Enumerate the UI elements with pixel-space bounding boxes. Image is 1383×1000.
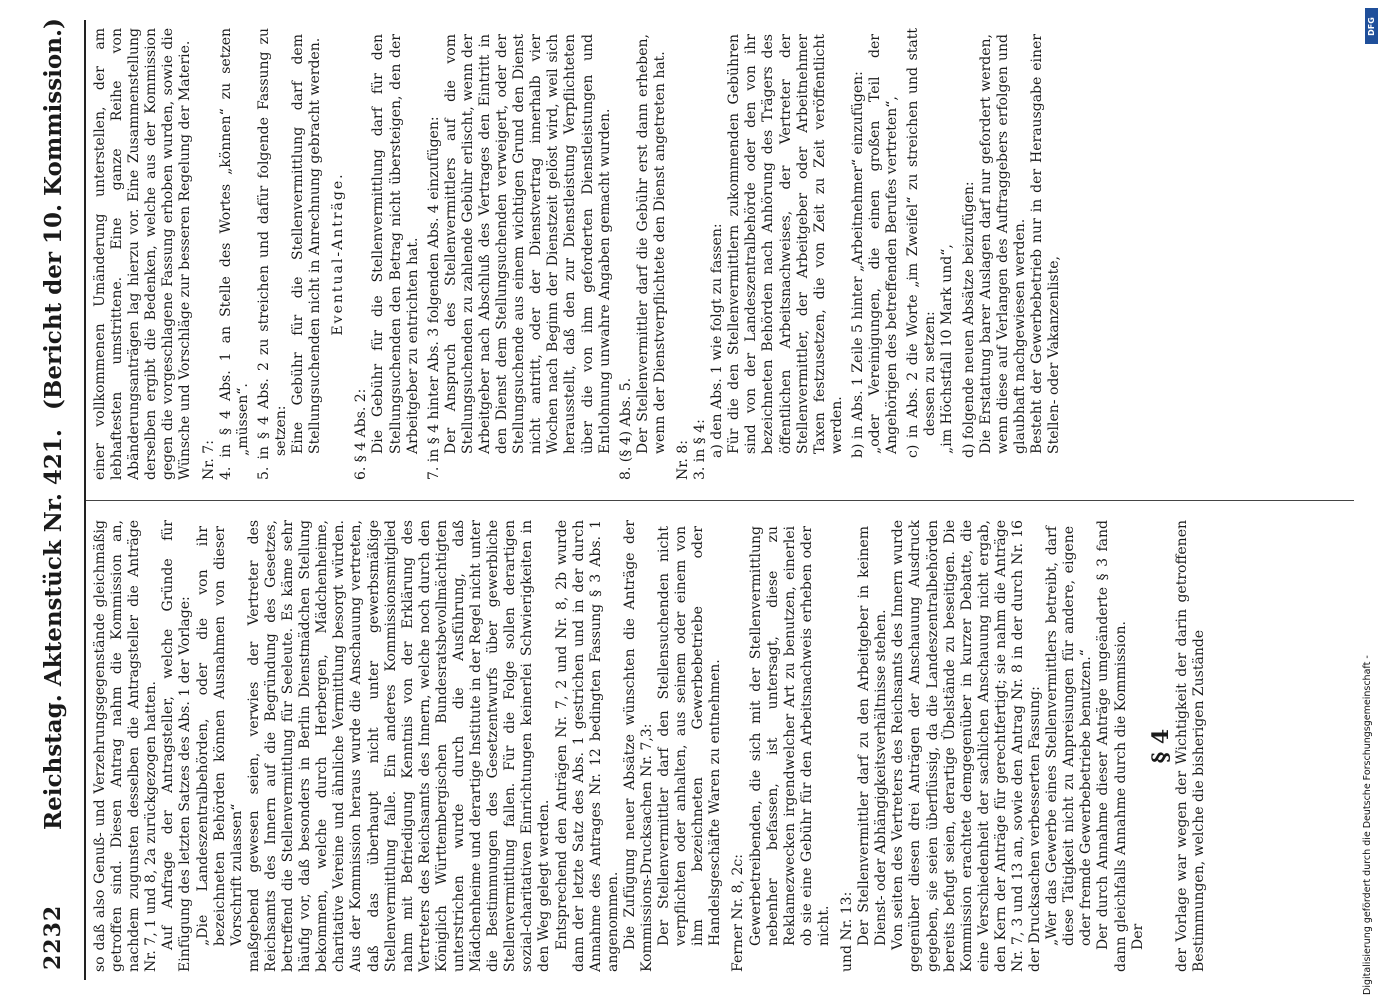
right-column-paragraph: 4. in § 4 Abs. 1 an Stelle des Wortes „können“ zu setzen „müssen“. xyxy=(217,28,251,480)
right-column-paragraph: 7. in § 4 hinter Abs. 3 folgenden Abs. 4 einzufügen: xyxy=(425,116,442,480)
left-column-paragraph: Ferner Nr. 8, 2c: xyxy=(730,854,747,972)
right-column-paragraph: Die Erstattung barer Auslagen darf nur gefordert werden, wenn diese auf Verlangen des Auftraggebers erfolgen und glaubhaft nachgewiesen werden. xyxy=(977,34,1028,454)
right-column-paragraph: Die Gebühr für die Stellenvermittlung darf für den Stellungsuchenden den Betrag nicht übersteigen, den der Arbeitgeber zu entrichten hat. xyxy=(370,34,421,454)
right-column-paragraph: „oder Vereinigungen, die einen großen Teil der Angehörigen des betreffenden Berufes vertreten“, xyxy=(867,34,901,454)
digitization-stamp xyxy=(1360,0,1383,1000)
right-column-paragraph: Für die den Stellenvermittlern zukommenden Gebühren sind von der Landeszentralbehörde oder den von ihr bezeichneten Behörden nach Anhörung des Trägers des öffentlichen Arbeitsnachweises, der Vertreter der Stellenvermittler, der Arbeitgeber oder Arbeitnehmer Taxen festzusetzen, die von Zeit zu Zeit veröffentlicht werden. xyxy=(726,34,845,454)
right-column-paragraph: Nr. 7: xyxy=(200,440,217,480)
left-column-paragraph: Auf Anfrage der Antragsteller, welche Gründe für Einfügung des letzten Satzes des Abs. 1 der Vorlage: xyxy=(160,520,194,972)
left-column-paragraph: Der xyxy=(1129,923,1146,950)
page-header xyxy=(30,20,86,980)
left-column-paragraph: Der durch Annahme dieser Anträge umgeänderte § 3 fand dann gleichfalls Annahme durch die Kommission. xyxy=(1095,520,1129,972)
left-column-paragraph: so daß also Genuß- und Verzehrungsgegenstände gleichmäßig getroffen sind. Diesen Antrag nahm die Kommission an, nachdem zugunsten desselben die Antragsteller die Anträge Nr. 7, 1 und 8, 2a zurückgezogen hatten. xyxy=(92,520,160,972)
left-column-paragraph: Der Stellenvermittler darf den Stellensuchenden nicht verpflichten oder anhalten, aus seinem oder einem von ihm bezeichneten Gewerbebetriebe oder Handelsgeschäfte Waren zu entnehmen. xyxy=(656,526,724,946)
right-column-paragraph: Nr. 8: xyxy=(675,440,691,480)
right-column-paragraph: Der Stellenvermittler darf die Gebühr erst dann erheben, wenn der Dienstverpflichtete den Dienst angetreten hat. xyxy=(634,34,668,454)
running-title-left: Reichstag. Aktenstück Nr. 421. xyxy=(40,429,67,830)
right-column-paragraph: 6. § 4 Abs. 2: xyxy=(353,388,370,480)
left-column-paragraph: „Die Landeszentralbehörden, oder die von ihr bezeichneten Behörden können Ausnahmen von dieser Vorschrift zulassen“ xyxy=(194,526,245,946)
left-column-paragraph: „Wer das Gewerbe eines Stellenvermittlers betreibt, darf diese Tätigkeit nicht zu Anpreisungen für andere, eigene oder fremde Gewerbebetriebe benutzen.“ xyxy=(1044,526,1095,946)
left-column-paragraph: Von seiten des Vertreters des Reichsamts des Innern wurde gegenüber diesen drei Anträgen der Anschauung Ausdruck gegeben, sie seien überflüssig, da die Landeszentralbehörden bereits befugt seien, derartige Übelstände zu beseitigen. Die Kommission erachtete demgegenüber in kurzer Debatte, die eine Verschiedenheit der sachlichen Anschauung nicht ergab, den Kern der Anträge für gerechtfertigt; sie nahm die Anträge Nr. 7, 3 und 13 an, sowie den Antrag Nr. 8 in der durch Nr. 16 der Drucksachen verbesserten Fassung: xyxy=(890,520,1044,972)
right-column-paragraph: Eventual-Anträge. xyxy=(330,172,347,336)
text-column-right xyxy=(92,28,1354,480)
right-column-paragraph: „im Höchstfall 10 Mark und“, xyxy=(939,244,956,454)
right-column-paragraph: Besteht der Gewerbebetrieb nur in der Herausgabe einer Stellen- oder Vakanzenliste, xyxy=(1028,34,1062,454)
right-column-paragraph: c) in Abs. 2 die Worte „im Zweifel“ zu streichen und statt dessen zu setzen: xyxy=(905,28,939,458)
right-column-paragraph: 8. (§ 4) Abs. 5. xyxy=(617,377,634,480)
left-column-paragraph: § 4 xyxy=(1147,728,1174,764)
left-column-paragraph: Der Stellenvermittler darf zu den Arbeitgeber in keinem Dienst- oder Abhängigkeitsverhältnisse stehen. xyxy=(856,526,890,946)
right-column-paragraph: d) folgende neuen Absätze beizufügen: xyxy=(960,181,977,458)
right-column-paragraph: b) in Abs. 1 Zeile 5 hinter „Arbeitnehmer“ einzufügen: xyxy=(849,71,866,458)
page-number: 2232 xyxy=(40,904,66,970)
running-title-right: (Bericht der 10. Kommission.) xyxy=(40,18,67,410)
right-column-paragraph: einer vollkommenen Umänderung unterstellen, der am lebhaftesten umstrittene. Eine ganze Reihe von Abänderungsanträgen lag hierzu vor. Eine Zusammenstellung derselben ergibt die Bedenken, welche aus der Kommission gegen die vorgeschlagene Fassung erhoben wurden, sowie die Wünsche und Vorschläge zur besseren Regelung der Materie. xyxy=(92,28,194,480)
text-column-left xyxy=(92,520,1354,972)
dfg-logo xyxy=(1365,8,1378,44)
column-divider xyxy=(86,500,1354,501)
digitization-credit: Digitalisierung gefördert durch die Deutsche Forschungsgemeinschaft - xyxy=(1362,655,1373,995)
document-page xyxy=(30,20,1360,980)
right-column-paragraph: 3. in § 4: xyxy=(692,419,709,480)
right-column-paragraph: Der Anspruch des Stellenvermittlers auf die vom Stellungsuchenden zu zahlende Gebühr erlischt, wenn der Arbeitgeber nach Abschluß des Vertrages den Eintritt in den Dienst dem Stellungsuchenden verweigert, oder der Stellungsuchende aus einem wichtigen Grund den Dienst nicht antritt, oder der Dienstvertrag innerhalb vier Wochen nach Beginn der Dienstzeit gelöst wird, weil sich herausstellt, daß den zur Dienstleistung Verpflichteten über die von ihm geforderten Dienstleistungen und Entlohnung unwahre Angaben gemacht wurden. xyxy=(442,34,613,454)
left-column-paragraph: maßgebend gewesen seien, verwies der Vertreter des Reichsamts des Innern auf die Begründung des Gesetzes, betreffend die Stellenvermittlung für Seeleute. Es käme sehr häufig vor, daß besonders in Berlin Dienstmädchen Stellung bekommen, welche durch Herbergen, Mädchenheime, charitative Vereine und ähnliche Vermittlung besorgt würden. Aus der Kommission heraus wurde die Anschauung vertreten, daß das überhaupt nicht unter gewerbsmäßige Stellenvermittlung falle. Ein anderes Kommissionsmitglied nahm mit Befriedigung Kenntnis von der Erklärung des Vertreters des Reichsamts des Innern, welche noch durch den Königlich Württembergischen Bundesratsbevollmächtigten unterstrichen wurde durch die Ausführung, daß Mädchenheime und derartige Institute in der Regel nicht unter die Bestimmungen des Gesetzentwurfs über gewerbliche Stellenvermittlung fallen. Für die Folge sollen derartigen sozial-charitativen Einrichtungen keinerlei Schwierigkeiten in den Weg gelegt werden. xyxy=(245,520,553,972)
right-column-paragraph: a) den Abs. 1 wie folgt zu fassen: xyxy=(709,223,726,458)
right-column-paragraph: Eine Gebühr für die Stellenvermittlung darf dem Stellungsuchenden nicht in Anrechnung gebracht werden. xyxy=(290,34,324,454)
left-column-paragraph: Die Zufügung neuer Absätze wünschten die Anträge der Kommissions-Drucksachen Nr. 7,3: xyxy=(621,520,655,972)
left-column-paragraph: und Nr. 13: xyxy=(839,891,856,972)
right-column-paragraph: 5. in § 4 Abs. 2 zu streichen und dafür folgende Fassung zu setzen: xyxy=(255,28,289,480)
left-column-paragraph: Gewerbetreibenden, die sich mit der Stellenvermittlung nebenher befassen, ist untersagt, diese zu Reklamezwecken irgendwelcher Art zu benutzen, einerlei ob sie eine Gebühr für den Arbeitsnachweis erheben oder nicht. xyxy=(747,526,832,946)
dfg-logo-text: DFG xyxy=(1367,16,1377,36)
left-column-paragraph: der Vorlage war wegen der Wichtigkeit der darin getroffenen Bestimmungen, welche die bisherigen Zustände xyxy=(1173,520,1207,972)
left-column-paragraph: Entsprechend den Anträgen Nr. 7, 2 und Nr. 8, 2b wurde dann der letzte Satz des Abs. 1 gestrichen und in der durch Annahme des Antrages Nr. 12 bedingten Fassung § 3 Abs. 1 angenommen. xyxy=(553,520,621,972)
